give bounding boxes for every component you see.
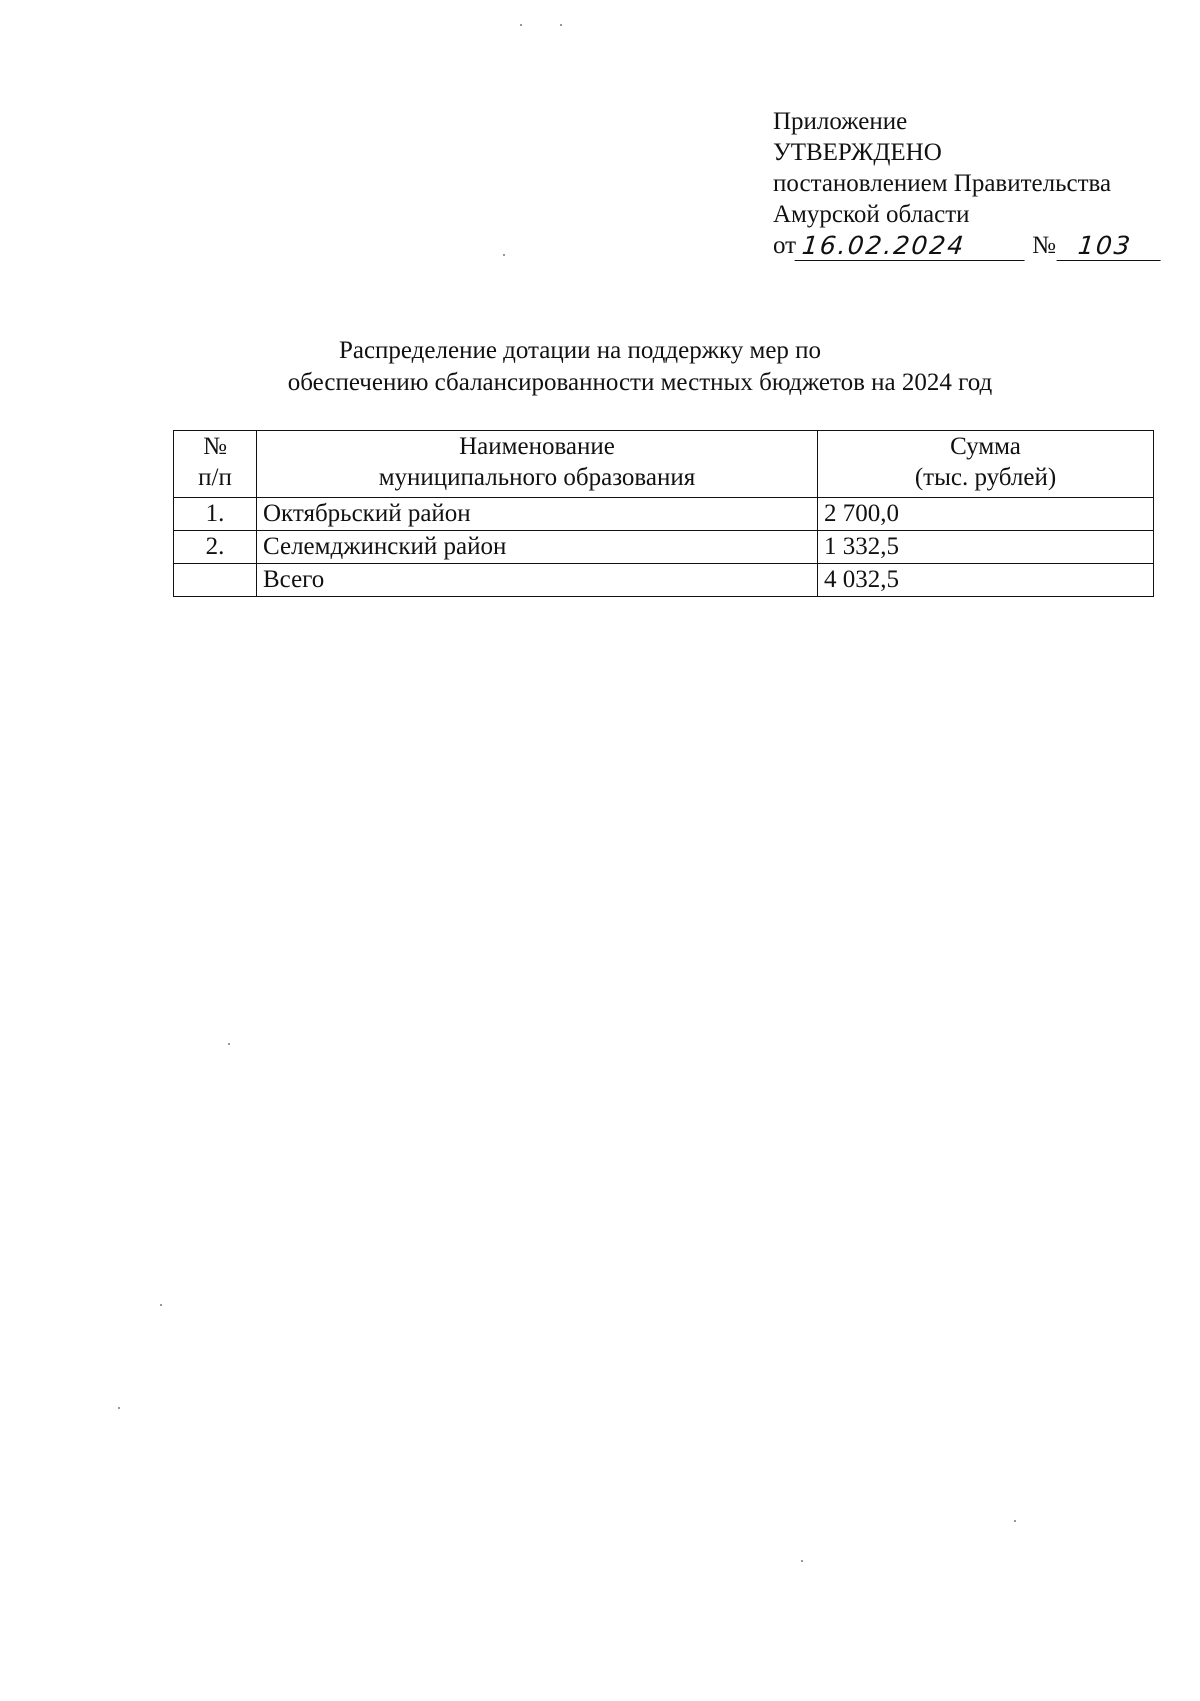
approved-label: УТВЕРЖДЕНО: [773, 139, 942, 166]
handwritten-date: 16.02.2024: [795, 233, 1028, 261]
document-title: [0, 335, 1200, 399]
row-name: Селемджинский район: [257, 531, 818, 564]
table-header-row: [174, 431, 1154, 498]
date-prefix: от: [773, 232, 797, 259]
row-number: 1.: [174, 498, 257, 531]
scan-speck: [801, 1560, 803, 1562]
table-total-row: [174, 564, 1154, 597]
scan-speck: [118, 1407, 120, 1409]
total-number: [174, 564, 257, 597]
title-line-1: Распределение дотации на поддержку мер по: [338, 337, 822, 364]
scan-speck: [503, 254, 505, 256]
number-prefix: №: [1032, 232, 1056, 259]
distribution-table: [173, 430, 1154, 597]
total-label: Всего: [257, 564, 818, 597]
approval-block: [773, 106, 1162, 261]
header-sum: Сумма (тыс. рублей): [818, 431, 1154, 498]
date-number-line: [773, 230, 1162, 261]
row-number: 2.: [174, 531, 257, 564]
scan-speck: [160, 1304, 162, 1306]
region-label: Амурской области: [773, 201, 970, 228]
table-row: [174, 498, 1154, 531]
scan-speck: [560, 24, 562, 26]
scan-speck: [1014, 1520, 1016, 1522]
row-sum: 1 332,5: [818, 531, 1154, 564]
total-sum: 4 032,5: [818, 564, 1154, 597]
resolution-label: постановлением Правительства: [773, 170, 1112, 197]
row-sum: 2 700,0: [818, 498, 1154, 531]
header-name: Наименование муниципального образования: [257, 431, 818, 498]
scan-speck: [520, 24, 522, 26]
scan-speck: [228, 1043, 230, 1045]
appendix-label: Приложение: [773, 108, 908, 135]
table-row: [174, 531, 1154, 564]
handwritten-number: 103: [1056, 233, 1163, 261]
row-name: Октябрьский район: [257, 498, 818, 531]
header-number: № п/п: [174, 431, 257, 498]
title-line-2: обеспечению сбалансированности местных бюджетов на 2024 год: [287, 369, 993, 396]
